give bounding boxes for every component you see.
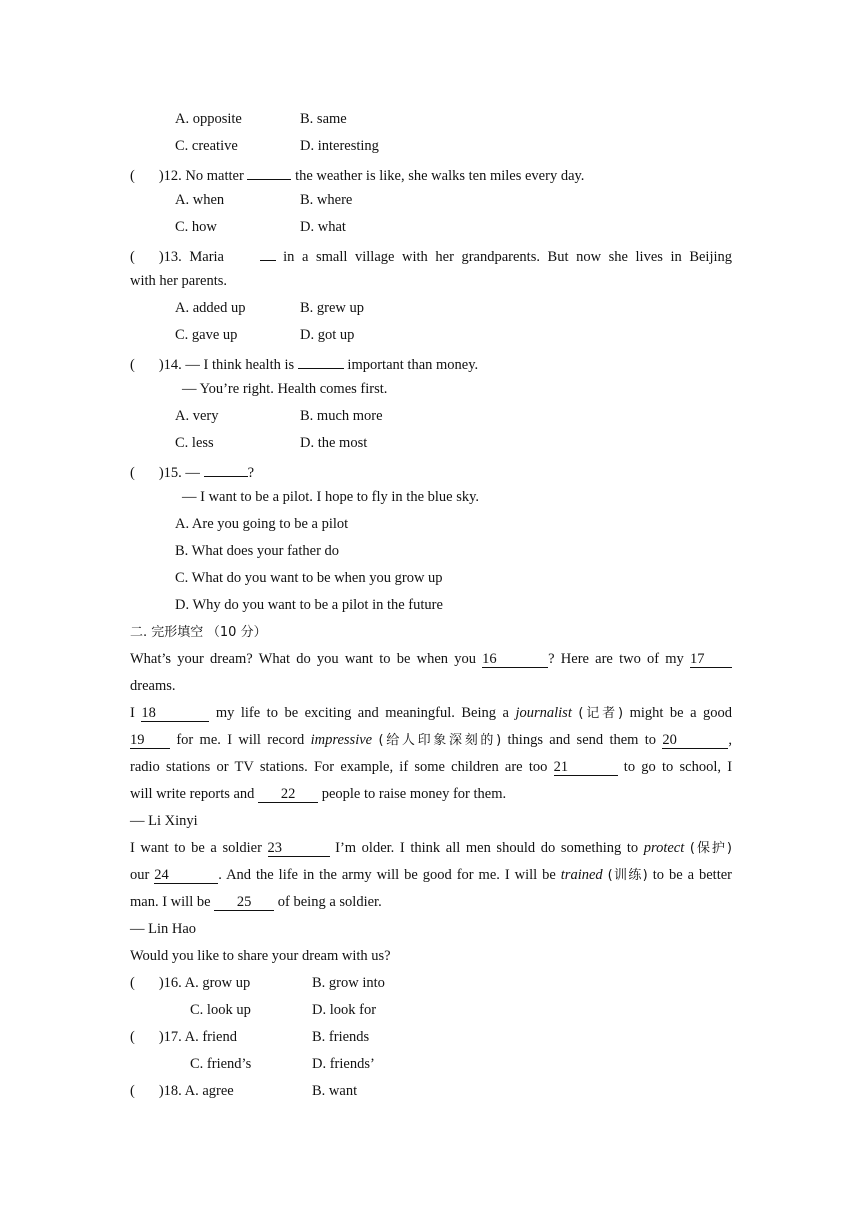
q14-stem: ( )14. — I think health is important than money. (130, 353, 478, 374)
passage-line-7: I want to be a soldier 23 I’m older. I think all men should do something to protect (保护) (130, 840, 732, 856)
blank-21: 21 (554, 760, 618, 776)
q13-option-d: D. got up (300, 327, 355, 343)
passage-line-8: our 24 . And the life in the army will be good for me. I will be trained (训练) to be a better (130, 867, 732, 883)
journalist-term: journalist (515, 705, 572, 721)
answer-bracket: ( (130, 465, 135, 481)
answer-bracket: ( (130, 1083, 135, 1099)
q15-option-a: A. Are you going to be a pilot (175, 516, 349, 532)
blank-17: 17 (690, 652, 732, 668)
q18-option-b: B. want (312, 1083, 358, 1099)
section-title: 二. 完形填空 (130, 625, 204, 640)
q16-option-d: D. look for (312, 1002, 377, 1018)
q17-option-c: C. friend’s (190, 1056, 252, 1072)
q12-option-b: B. where (300, 192, 353, 208)
q18-stem: ( )18. A. agree (130, 1083, 234, 1099)
q16-stem: ( )16. A. grow up (130, 975, 251, 991)
signature-lin-hao: — Lin Hao (130, 921, 197, 937)
passage-line-6: will write reports and 22 people to raise money for them. (130, 786, 507, 802)
signature-li-xinyi: — Li Xinyi (130, 813, 198, 829)
trained-term: trained (560, 867, 603, 883)
answer-blank (247, 164, 291, 180)
blank-18: 18 (141, 706, 209, 722)
protect-term: protect (643, 840, 685, 856)
answer-bracket: ( (130, 249, 135, 265)
q13-option-a: A. added up (175, 300, 246, 316)
blank-24: 24 (154, 868, 218, 884)
impressive-term: impressive (310, 732, 373, 748)
q11-option-c: C. creative (175, 138, 238, 154)
q14-option-a: A. very (175, 408, 219, 424)
answer-blank (298, 353, 344, 369)
passage-line-3: I 18 my life to be exciting and meaningful. Being a journalist (记者) might be a good (130, 705, 733, 721)
answer-bracket: ( (130, 357, 135, 373)
q14-option-b: B. much more (300, 408, 383, 424)
q12-stem: ( )12. No matter the weather is like, she walks ten miles every day. (130, 164, 584, 185)
answer-blank (204, 461, 248, 477)
passage-line-9: man. I will be 25 of being a soldier. (130, 894, 382, 910)
blank-23: 23 (268, 841, 330, 857)
q17-option-d: D. friends’ (312, 1056, 375, 1072)
q15-reply: — I want to be a pilot. I hope to fly in the blue sky. (182, 489, 480, 505)
section-points: （10 分） (206, 625, 267, 640)
q14-option-d: D. the most (300, 435, 368, 451)
blank-22: 22 (258, 787, 318, 803)
q14-option-c: C. less (175, 435, 214, 451)
answer-bracket: ( (130, 168, 135, 184)
passage-line-4: 19 for me. I will record impressive (给人印象深刻的) things and send them to 20 , (130, 732, 733, 748)
q11-option-a: A. opposite (175, 111, 242, 127)
passage-line-2: dreams. (130, 678, 176, 694)
q15-option-c: C. What do you want to be when you grow up (175, 570, 443, 586)
q17-option-b: B. friends (312, 1029, 370, 1045)
blank-25: 25 (214, 895, 274, 911)
q15-option-b: B. What does your father do (175, 543, 340, 559)
q13-stem-line2: with her parents. (130, 273, 228, 289)
answer-bracket: ( (130, 1029, 135, 1045)
blank-19: 19 (130, 733, 170, 749)
blank-16: 16 (482, 652, 548, 668)
q14-reply: — You’re right. Health comes first. (182, 381, 388, 397)
q15-stem: ( )15. — ? (130, 461, 254, 482)
answer-bracket: ( (130, 975, 135, 991)
q13-option-c: C. gave up (175, 327, 238, 343)
q11-option-b: B. same (300, 111, 347, 127)
q13-stem: ( )13. Maria in a small village with her grandparents. But now she lives in Beijing (130, 245, 732, 266)
passage-line-1: What’s your dream? What do you want to be when you 16 ? Here are two of my 17 (130, 650, 732, 668)
q12-option-d: D. what (300, 219, 346, 235)
q12-option-c: C. how (175, 219, 217, 235)
q16-option-c: C. look up (190, 1002, 251, 1018)
q12-option-a: A. when (175, 192, 225, 208)
section-heading (130, 623, 267, 642)
q15-option-d: D. Why do you want to be a pilot in the future (175, 597, 443, 613)
passage-line-5: radio stations or TV stations. For example, if some children are too 21 to go to school, I (130, 759, 733, 775)
q11-option-d: D. interesting (300, 138, 379, 154)
blank-20: 20 (662, 733, 728, 749)
answer-blank (260, 245, 276, 261)
q13-option-b: B. grew up (300, 300, 365, 316)
passage-closing: Would you like to share your dream with us? (130, 948, 391, 964)
q16-option-b: B. grow into (312, 975, 385, 991)
q17-stem: ( )17. A. friend (130, 1029, 237, 1045)
